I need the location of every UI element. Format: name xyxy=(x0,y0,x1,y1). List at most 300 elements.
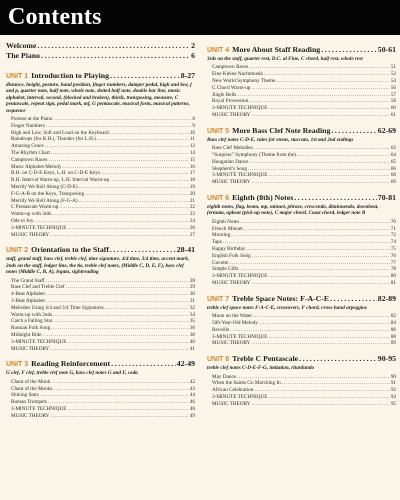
toc-entry[interactable] xyxy=(207,273,396,280)
toc-entry-title: Roman Trumpets xyxy=(11,399,47,406)
unit-description: distance, height, posture, hand position, finger numbers, damper pedal, high and low, f and p, quarter note, half note, whole note, dotted half note, double bar line, music alphabet, interval, second, (blocked and broken), thirds, transposing, measure, C pentascale, repeat sign, pedal mark, mf, G pentascale, musical form, musical patterns, sequence xyxy=(6,82,192,114)
toc-entry[interactable] xyxy=(6,198,195,205)
dot-leader xyxy=(110,70,180,81)
toc-entry[interactable] xyxy=(6,143,195,150)
toc-entry-title: F-G-A-B on the Keys, Transposing xyxy=(11,190,85,197)
toc-entry[interactable] xyxy=(207,246,396,253)
toc-entry-page: 75 xyxy=(390,245,396,252)
toc-entry-page: 22 xyxy=(189,204,195,211)
toc-entry-page: 31 xyxy=(189,297,195,304)
unit-pages: 8-27 xyxy=(180,71,195,80)
toc-entry-page: 94 xyxy=(390,393,396,400)
toc-entry-page: 15 xyxy=(189,156,195,163)
toc-entry[interactable] xyxy=(207,380,396,387)
dot-leader xyxy=(110,244,176,255)
toc-entry[interactable] xyxy=(207,145,396,152)
toc-entry-page: 91 xyxy=(390,380,396,387)
toc-entry-title: African Celebration xyxy=(212,387,254,394)
spacer xyxy=(207,347,396,350)
toc-entry-title: Reveille xyxy=(212,326,230,333)
toc-entry[interactable] xyxy=(6,325,195,332)
toc-entry-title: Chant of the Monks xyxy=(11,385,53,392)
unit-title: Treble C Pentascale xyxy=(232,354,299,364)
toc-entry-page: 60 xyxy=(390,105,396,112)
spacer xyxy=(207,119,396,122)
toc-entry-page: 23 xyxy=(189,211,195,218)
toc-entry-page: 8 xyxy=(192,116,195,123)
toc-entry-page: 69 xyxy=(390,179,396,186)
toc-entry-title: Camptown Races xyxy=(212,64,249,71)
unit-badge: UNIT 3 xyxy=(6,361,29,369)
unit-title: Treble Space Notes: F-A-C-E xyxy=(232,293,330,303)
dot-leader xyxy=(254,387,389,394)
unit-heading-text xyxy=(6,244,109,256)
unit-title: More About Staff Reading xyxy=(232,45,321,54)
dot-leader xyxy=(268,105,389,112)
spacer xyxy=(6,61,195,67)
dot-leader xyxy=(259,320,390,327)
toc-entry[interactable] xyxy=(6,298,195,305)
toc-entry[interactable] xyxy=(207,253,396,260)
dot-leader xyxy=(229,260,389,267)
toc-entry-title: R.H. Interval Warm-up, L.H. Interval Warm-up xyxy=(11,177,110,184)
toc-entry-page: 18 xyxy=(189,177,195,184)
toc-entry[interactable] xyxy=(6,177,195,184)
toc-entry[interactable] xyxy=(207,280,396,287)
toc-entry-page: 10 xyxy=(189,129,195,136)
dot-leader xyxy=(249,98,390,105)
dot-leader xyxy=(321,44,377,55)
toc-entry[interactable] xyxy=(6,392,195,399)
toc-entry-page: 61 xyxy=(390,111,396,118)
toc-entry[interactable] xyxy=(207,64,396,71)
dot-leader xyxy=(105,305,189,312)
toc-entry-title: Bass Clef Melodies xyxy=(212,145,253,152)
toc-entry-page: 26 xyxy=(189,224,195,231)
dot-leader xyxy=(53,116,191,123)
dot-leader xyxy=(282,380,390,387)
toc-entry-title: Amazing Grace xyxy=(11,143,44,150)
toc-entry-page: 57 xyxy=(390,91,396,98)
toc-entry-title: Shining Stars xyxy=(11,392,39,399)
toc-entry[interactable] xyxy=(6,413,195,420)
toc-entry[interactable] xyxy=(6,116,195,123)
dot-leader xyxy=(50,413,188,420)
toc-entry-title: Melodies Using 4/4 and 3/4 Time Signatures xyxy=(11,304,104,311)
toc-entry[interactable] xyxy=(6,164,195,171)
toc-entry-page: 78 xyxy=(390,266,396,273)
toc-entry[interactable] xyxy=(207,239,396,246)
dot-leader xyxy=(51,325,189,332)
spacer xyxy=(207,408,396,411)
toc-entry-page: 66 xyxy=(390,165,396,172)
toc-entry-page: 90 xyxy=(390,373,396,380)
dot-leader xyxy=(110,177,189,184)
toc-entry[interactable] xyxy=(207,327,396,334)
toc-entry-title: Morning xyxy=(212,232,231,239)
toc-entry-title: French Minuet xyxy=(212,225,243,232)
toc-entry-page: 46 xyxy=(189,399,195,406)
unit-heading-text xyxy=(207,353,298,365)
unit-badge: UNIT 6 xyxy=(207,194,230,202)
dot-leader xyxy=(48,399,189,406)
toc-entry-page: 42 xyxy=(189,378,195,385)
toc-entry[interactable] xyxy=(6,291,195,298)
toc-entry-page: 29 xyxy=(189,284,195,291)
dot-leader xyxy=(231,232,390,239)
toc-entry[interactable] xyxy=(6,225,195,232)
dot-leader xyxy=(268,334,389,341)
toc-entry-title: 3-MINUTE TECHNIQUE xyxy=(212,105,268,112)
toc-entry[interactable] xyxy=(6,312,195,319)
toc-entry[interactable] xyxy=(207,313,396,320)
toc-entry[interactable] xyxy=(207,340,396,347)
dot-leader xyxy=(251,179,389,186)
dot-leader xyxy=(268,172,389,179)
toc-entry-title: 500-Year-Old Melody xyxy=(212,319,258,326)
toc-entry[interactable] xyxy=(6,318,195,325)
toc-entry[interactable] xyxy=(6,305,195,312)
toc-entry-page: 35 xyxy=(189,318,195,325)
toc-entry[interactable] xyxy=(207,152,396,159)
toc-entry-title: “Surprise” Symphony (Theme from the) xyxy=(212,151,296,158)
toc-entry[interactable] xyxy=(207,260,396,267)
toc-entry-title: 3-MINUTE TECHNIQUE xyxy=(212,393,268,400)
unit-badge: UNIT 2 xyxy=(6,247,29,255)
toc-entry-page: 52 xyxy=(390,71,396,78)
toc-entry-page: 17 xyxy=(189,170,195,177)
dot-leader xyxy=(97,136,189,143)
unit-title: Introduction to Playing xyxy=(31,71,110,80)
toc-entry-title: 3-MINUTE TECHNIQUE xyxy=(212,333,268,340)
dot-leader xyxy=(46,123,192,130)
dot-leader xyxy=(67,225,188,232)
toc-entry[interactable] xyxy=(207,112,396,119)
dot-leader xyxy=(52,211,189,218)
unit-heading-text xyxy=(207,293,329,305)
toc-entry[interactable] xyxy=(207,394,396,401)
dot-leader xyxy=(240,219,390,226)
toc-entry[interactable] xyxy=(207,266,396,273)
toc-entry-welcome[interactable] xyxy=(6,41,195,51)
toc-entry-title: 3-MINUTE TECHNIQUE xyxy=(11,224,67,231)
toc-entry-title: C Chord Warm-up xyxy=(212,84,251,91)
dot-leader xyxy=(268,273,389,280)
toc-entry-page: 30 xyxy=(189,291,195,298)
spacer xyxy=(6,352,195,355)
toc-entry-page: 84 xyxy=(390,319,396,326)
dot-leader xyxy=(251,85,389,92)
unit-pages: 70-81 xyxy=(377,192,396,202)
dot-leader xyxy=(111,358,176,369)
toc-entry[interactable] xyxy=(207,92,396,99)
toc-entry[interactable] xyxy=(207,401,396,408)
toc-entry-title: Gavotte xyxy=(212,259,229,266)
toc-entry-page: 11 xyxy=(190,136,195,143)
toc-entry-page: 14 xyxy=(189,150,195,157)
dot-leader xyxy=(331,125,376,136)
dot-leader xyxy=(79,184,189,191)
toc-entry-title: 3-MINUTE TECHNIQUE xyxy=(212,172,268,179)
toc-entry[interactable] xyxy=(207,98,396,105)
toc-entry[interactable] xyxy=(6,346,195,353)
toc-entry-page: 92 xyxy=(390,387,396,394)
toc-entry-title: 3-MINUTE TECHNIQUE xyxy=(11,338,67,345)
toc-entry[interactable] xyxy=(6,399,195,406)
toc-entry-page: 86 xyxy=(390,326,396,333)
dot-leader xyxy=(59,204,189,211)
unit-heading[interactable] xyxy=(207,192,396,204)
toc-entry-title: Warm-up with 3rds xyxy=(11,211,52,218)
toc-entry[interactable] xyxy=(6,232,195,239)
toc-entry-title: Ode to Joy xyxy=(11,217,34,224)
dot-leader xyxy=(85,191,189,198)
toc-entry[interactable] xyxy=(207,78,396,85)
unit-description: 3rds on the staff, quarter rest, D.C. al Fine, C chord, half rest, whole rest xyxy=(207,56,363,62)
unit-pages: 90-95 xyxy=(377,354,396,364)
toc-entry-title: Camptown Races xyxy=(11,156,48,163)
spacer xyxy=(207,186,396,189)
toc-entry-title: Simple Gifts xyxy=(212,266,239,273)
dot-leader xyxy=(34,218,188,225)
dot-leader xyxy=(79,198,189,205)
dot-leader xyxy=(251,340,389,347)
toc-entry-page: 71 xyxy=(390,225,396,232)
unit-pages: 42-49 xyxy=(176,359,195,369)
toc-entry-title: 4-Beat Alphabet xyxy=(11,291,45,298)
dot-leader xyxy=(237,92,389,99)
dot-leader xyxy=(254,145,390,152)
dot-leader xyxy=(268,394,389,401)
toc-entry[interactable] xyxy=(6,123,195,130)
toc-entry[interactable] xyxy=(207,320,396,327)
toc-entry[interactable] xyxy=(6,386,195,393)
unit-heading[interactable] xyxy=(207,44,396,56)
toc-entry[interactable] xyxy=(207,166,396,173)
toc-entry-page: 82 xyxy=(390,313,396,320)
toc-entry-title: MUSIC THEORY xyxy=(11,231,50,238)
toc-entry-page: 62 xyxy=(390,145,396,152)
toc-entry-title: R.H. on C-D-E Keys, L.H. on C-D-E Keys xyxy=(11,170,101,177)
toc-entry-title: New World Symphony Theme xyxy=(212,78,276,84)
dot-leader xyxy=(67,339,188,346)
toc-entry-page: 72 xyxy=(390,232,396,239)
dot-leader xyxy=(37,41,190,51)
right-column xyxy=(207,41,396,411)
left-column xyxy=(6,41,195,423)
toc-entry[interactable] xyxy=(6,130,195,137)
toc-entry[interactable] xyxy=(6,332,195,339)
toc-entry-title: MUSIC THEORY xyxy=(11,345,50,352)
dot-leader xyxy=(244,226,390,233)
toc-entry-title: Taps xyxy=(212,239,222,246)
toc-entry-title: English Folk Song xyxy=(212,252,251,259)
unit-description: staff, grand staff, bass clef, treble clef, time signature, 4/4 time, 3/4 time, accent mark, 2nds on the staff, ledger line, the tie, treble clef notes, (Middle C, D, E, F), bass clef notes (Middle C, B, A), legato, sightreading xyxy=(6,256,190,276)
dot-leader xyxy=(264,71,390,78)
toc-entry[interactable] xyxy=(6,211,195,218)
toc-entry[interactable] xyxy=(6,379,195,386)
unit-description: Bass clef notes C-D-E, rules for stems, staccato, 1st and 2nd endings xyxy=(207,136,354,143)
unit-heading[interactable] xyxy=(207,293,396,305)
dot-leader xyxy=(294,192,377,203)
toc-entry-title: Royal Procession xyxy=(212,98,249,105)
dot-leader xyxy=(110,130,189,137)
toc-entry-title: The Rhythm Chart xyxy=(11,150,50,157)
toc-entry-title: C Pentascale Warm-up xyxy=(11,204,59,211)
unit-badge: UNIT 5 xyxy=(207,127,230,135)
toc-entry-title: Russian Folk Song xyxy=(11,325,51,332)
unit-heading[interactable] xyxy=(6,358,195,370)
toc-entry-page: 12 xyxy=(189,143,195,150)
toc-entry-title: Welcome xyxy=(6,41,37,50)
dot-leader xyxy=(249,159,389,166)
toc-entry[interactable] xyxy=(6,150,195,157)
toc-entry-title: Merrily We Roll Along (C-D-E) xyxy=(11,184,78,190)
toc-entry-page: 76 xyxy=(390,252,396,259)
toc-entry[interactable] xyxy=(6,184,195,191)
toc-entry-title: 3-MINUTE TECHNIQUE xyxy=(11,405,67,412)
toc-entry[interactable] xyxy=(207,159,396,166)
unit-pages: 82-89 xyxy=(377,293,396,303)
toc-entry[interactable] xyxy=(207,71,396,78)
unit-heading-text xyxy=(6,70,109,82)
toc-entry[interactable] xyxy=(6,136,195,143)
toc-entry-title: MUSIC THEORY xyxy=(212,111,251,118)
toc-entry-page: 80 xyxy=(390,273,396,280)
dot-leader xyxy=(248,166,390,173)
dot-leader xyxy=(62,164,188,171)
toc-entry[interactable] xyxy=(207,226,396,233)
unit-title: Orientation to the Staff xyxy=(31,245,109,255)
unit-heading[interactable] xyxy=(207,353,396,365)
unit-pages: 28-41 xyxy=(176,245,195,255)
toc-entry-page: 68 xyxy=(390,172,396,179)
unit-title: More Bass Clef Note Reading xyxy=(232,125,331,135)
dot-leader xyxy=(239,266,389,273)
toc-entry-title: Moon on the Water xyxy=(212,313,252,320)
spacer xyxy=(6,238,195,241)
toc-entry-page: 58 xyxy=(390,98,396,105)
toc-entry-title: 3-Beat Alphabet xyxy=(11,297,45,304)
toc-entry-page: 49 xyxy=(189,412,195,419)
unit-pages: 62-69 xyxy=(377,125,396,135)
toc-entry[interactable] xyxy=(207,179,396,186)
unit-heading[interactable] xyxy=(6,70,195,82)
toc-entry-title: MUSIC THEORY xyxy=(212,340,251,347)
toc-entry[interactable] xyxy=(207,172,396,179)
toc-entry-page: 43 xyxy=(189,385,195,392)
unit-heading[interactable] xyxy=(207,125,396,137)
dot-leader xyxy=(297,152,390,159)
contents-header xyxy=(0,0,400,35)
toc-entry[interactable] xyxy=(207,105,396,112)
unit-heading-text xyxy=(207,192,293,204)
toc-entry[interactable] xyxy=(6,191,195,198)
toc-entry-title: Hungarian Dance xyxy=(212,158,249,165)
toc-entry[interactable] xyxy=(6,278,195,285)
toc-entry-title: Merrily We Roll Along (F-G-A) xyxy=(11,197,78,204)
dot-leader xyxy=(251,280,389,287)
toc-entry[interactable] xyxy=(207,334,396,341)
toc-entry[interactable] xyxy=(6,157,195,164)
dot-leader xyxy=(45,143,189,150)
page-title: Contents xyxy=(8,4,102,30)
toc-entry-page: 27 xyxy=(189,231,195,238)
spacer xyxy=(6,420,195,423)
toc-entry-title: The Grand Staff xyxy=(11,277,45,284)
toc-entry-title: High and Low, Soft and Loud on the Keyboard xyxy=(11,129,109,136)
toc-entry-title: May Dance xyxy=(212,373,237,380)
toc-entry-title: Catch a Falling Star xyxy=(11,318,53,325)
dot-leader xyxy=(249,64,389,71)
dot-leader xyxy=(253,313,390,320)
dot-leader xyxy=(237,374,390,381)
unit-badge: UNIT 7 xyxy=(207,295,230,303)
dot-leader xyxy=(51,150,189,157)
toc-entry-page: 65 xyxy=(390,158,396,165)
unit-heading-text xyxy=(207,44,320,56)
dot-leader xyxy=(53,386,188,393)
toc-entry-page: 40 xyxy=(189,338,195,345)
toc-entry[interactable] xyxy=(207,232,396,239)
toc-entry-title: The Piano xyxy=(6,51,41,60)
dot-leader xyxy=(246,246,390,253)
toc-entry[interactable] xyxy=(6,339,195,346)
toc-entry[interactable] xyxy=(6,218,195,225)
toc-entry[interactable] xyxy=(6,406,195,413)
toc-entry-title: Finger Numbers xyxy=(11,122,45,129)
toc-entry[interactable] xyxy=(207,374,396,381)
toc-entry-title: Midnight Ride xyxy=(11,331,42,338)
toc-entry-title: MUSIC THEORY xyxy=(212,400,251,407)
dot-leader xyxy=(251,401,389,408)
toc-entry-title: MUSIC THEORY xyxy=(212,279,251,286)
toc-entry-page: 81 xyxy=(390,279,396,286)
toc-entry-page: 32 xyxy=(189,304,195,311)
dot-leader xyxy=(66,284,189,291)
toc-entry-page: 95 xyxy=(390,400,396,407)
toc-entry[interactable] xyxy=(207,85,396,92)
dot-leader xyxy=(51,379,188,386)
dot-leader xyxy=(101,170,189,177)
toc-entry-page: 77 xyxy=(390,259,396,266)
toc-entry[interactable] xyxy=(207,387,396,394)
toc-entry[interactable] xyxy=(6,170,195,177)
dot-leader xyxy=(41,51,190,61)
toc-entry[interactable] xyxy=(6,204,195,211)
unit-heading-text xyxy=(207,125,330,137)
dot-leader xyxy=(40,392,189,399)
unit-heading[interactable] xyxy=(6,244,195,256)
toc-entry-the-piano[interactable] xyxy=(6,51,195,61)
toc-entry-title: Music Alphabet Melody xyxy=(11,163,62,170)
toc-entry-page: 51 xyxy=(390,64,396,71)
toc-entry[interactable] xyxy=(6,284,195,291)
toc-entry-page: 70 xyxy=(390,218,396,225)
dot-leader xyxy=(48,157,188,164)
toc-entry[interactable] xyxy=(207,219,396,226)
toc-entry-page: 28 xyxy=(189,277,195,284)
unit-title: Eighth (8th) Notes xyxy=(232,192,294,202)
dot-leader xyxy=(276,78,390,85)
toc-entry-title: Happy Birthday xyxy=(212,245,246,252)
toc-entry-page: 56 xyxy=(390,84,396,91)
toc-entry-page: 20 xyxy=(189,190,195,197)
unit-description: G clef, F clef, treble clef note G, bass clef notes G and F, coda xyxy=(6,370,138,377)
toc-entry-title: Warm-up with 2nds xyxy=(11,311,53,318)
unit-description: treble clef space notes F-A-C-E, crossovers, F chord, cross-hand arpeggios xyxy=(207,304,367,311)
toc-entry-page: 88 xyxy=(390,333,396,340)
